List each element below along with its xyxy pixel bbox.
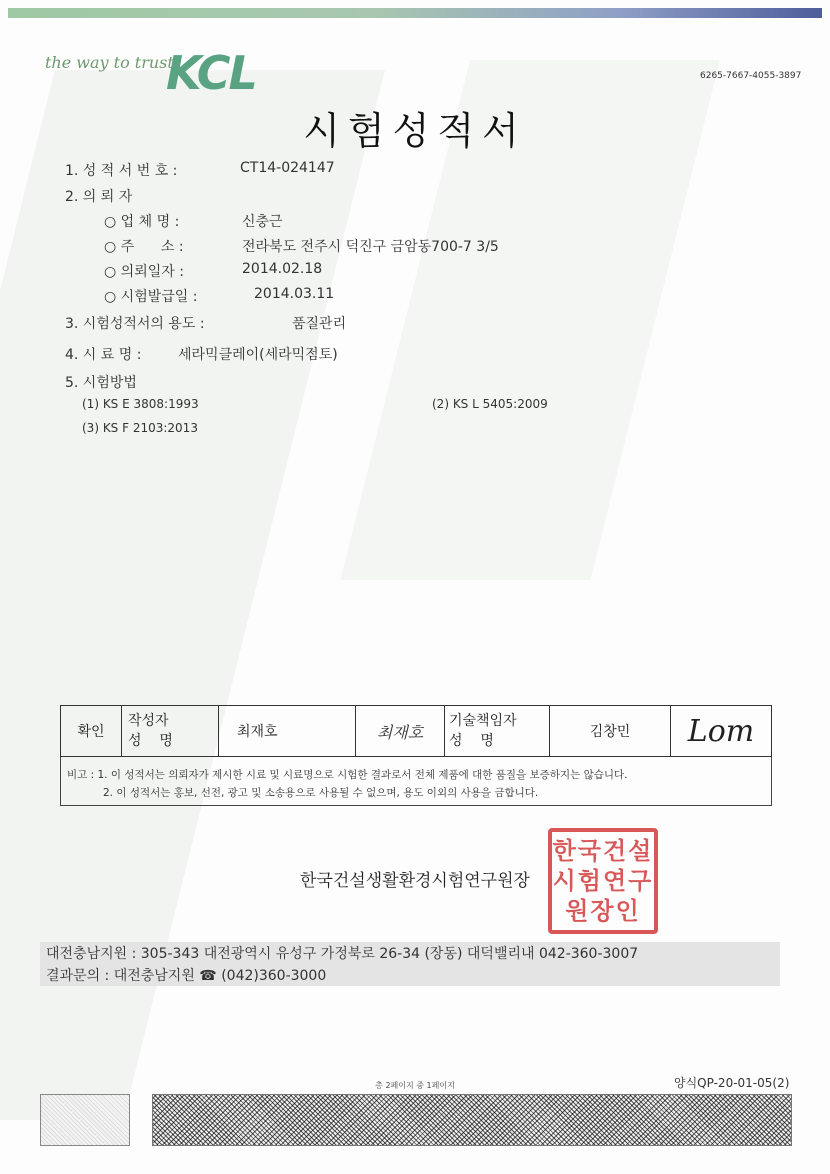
author-name: 최재호 (219, 706, 356, 757)
contact-line: 대전충남지원 : 305-343 대전광역시 유성구 가정북로 26-34 (장동) 대덕밸리내 042-360-3007 (46, 946, 639, 962)
contact-line: 결과문의 : 대전충남지원 ☎ (042)360-3000 (46, 968, 327, 984)
stamp-text: 한국건설 (552, 837, 654, 865)
address-label: ○ 주 소 : (104, 239, 184, 255)
document-number: 6265-7667-4055-3897 (700, 71, 802, 81)
company-value: 신충근 (242, 214, 283, 230)
issue-date-label: ○ 시험발급일 : (104, 289, 198, 305)
organization-name: 한국건설생활환경시험연구원장 (300, 871, 530, 891)
method-item: (1) KS E 3808:1993 (82, 397, 199, 411)
method-label: 5. 시험방법 (65, 375, 137, 391)
manager-signature: Lom (687, 713, 755, 749)
kcl-logo: KCL (166, 46, 256, 100)
purpose-value: 품질관리 (292, 316, 347, 332)
confirm-label: 확인 (61, 706, 122, 757)
purpose-label: 3. 시험성적서의 용도 : (65, 316, 205, 332)
method-item: (2) KS L 5405:2009 (432, 397, 548, 411)
company-label: ○ 업 체 명 : (104, 214, 180, 230)
manager-name-label: 성 명 (449, 733, 494, 749)
note-line: 2. 이 성적서는 홍보, 선전, 광고 및 소송용으로 사용될 수 없으며, 용도 이외의 사용을 금합니다. (103, 787, 539, 799)
author-name-label: 성 명 (128, 733, 173, 749)
signature-table (60, 705, 772, 757)
manager-name: 김창민 (550, 706, 671, 757)
top-color-bar (8, 8, 822, 18)
stamp-text: 원장인 (565, 897, 641, 925)
cert-no-value: CT14-024147 (240, 160, 335, 176)
stamp-text: 시험연구 (552, 867, 654, 895)
author-role: 작성자 (128, 713, 169, 729)
request-date-value: 2014.02.18 (242, 261, 323, 277)
issue-date-value: 2014.03.11 (254, 286, 335, 302)
manager-role: 기술책임자 (449, 713, 517, 729)
form-code: 양식QP-20-01-05(2) (674, 1076, 790, 1090)
contact-box (40, 942, 780, 986)
sample-value: 세라믹클레이(세라믹점토) (178, 347, 338, 363)
notes-box (60, 757, 772, 806)
cert-no-label: 1. 성 적 서 번 호 : (65, 163, 178, 179)
tagline: the way to trust (45, 53, 174, 72)
page-number: 총 2페이지 중 1페이지 (375, 1081, 455, 1090)
verification-code-box (40, 1094, 130, 1146)
sample-label: 4. 시 료 명 : (65, 347, 142, 363)
note-line: 비고 : 1. 이 성적서는 의뢰자가 제시한 시료 및 시료명으로 시험한 결과로서 전체 제품에 대한 품질을 보증하지는 않습니다. (67, 769, 628, 781)
address-value: 전라북도 전주시 덕진구 금암동700-7 3/5 (242, 239, 499, 255)
page-title: 시험성적서 (303, 109, 527, 153)
method-item: (3) KS F 2103:2013 (82, 421, 198, 435)
client-label: 2. 의 뢰 자 (65, 189, 133, 205)
author-signature: 최재호 (376, 722, 424, 742)
security-pattern-barcode (152, 1094, 792, 1146)
request-date-label: ○ 의뢰일자 : (104, 264, 184, 280)
